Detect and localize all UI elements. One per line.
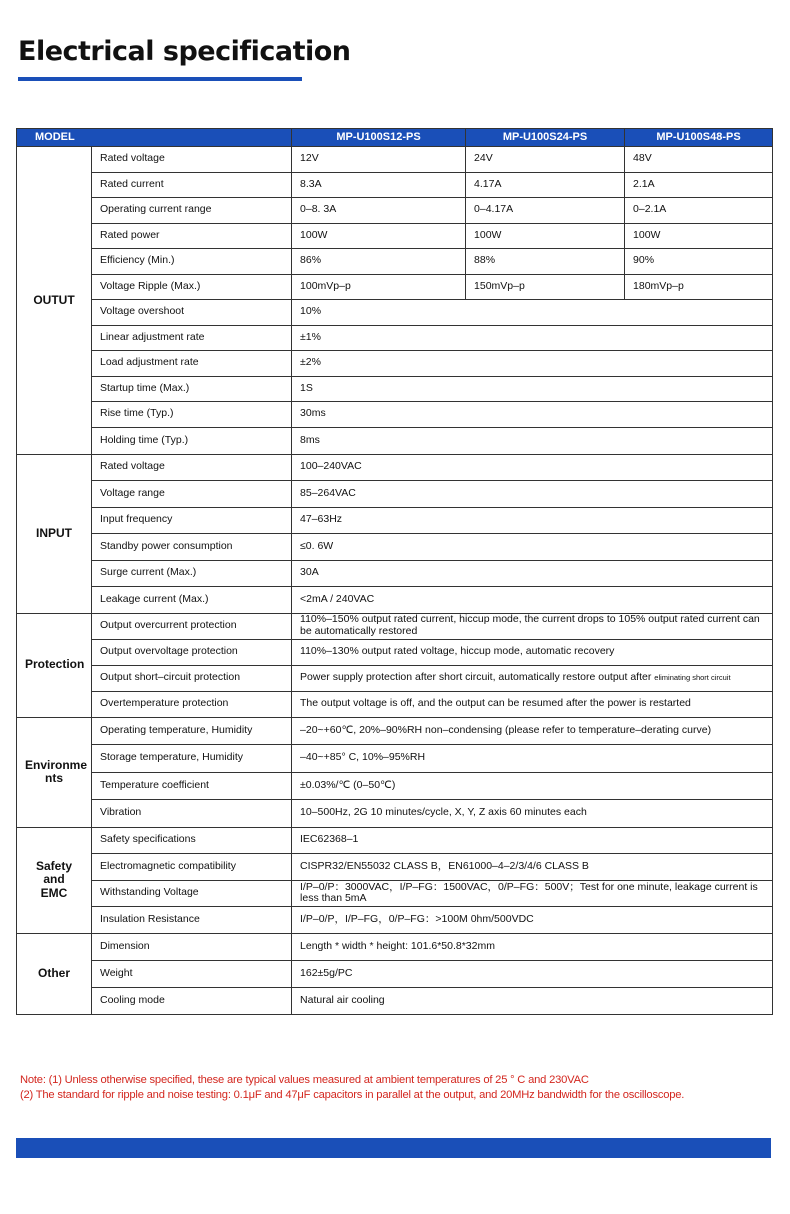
param-label: Output overcurrent protection bbox=[92, 613, 292, 639]
spec-value: ±1% bbox=[292, 325, 773, 351]
param-label: Input frequency bbox=[92, 507, 292, 534]
spec-value: 86% bbox=[292, 249, 466, 275]
param-label: Output overvoltage protection bbox=[92, 639, 292, 665]
param-label: Safety specifications bbox=[92, 827, 292, 854]
table-row bbox=[17, 827, 773, 854]
spec-value: 110%–150% output rated current, hiccup mode, the current drops to 105% output rated current can be automatically restored bbox=[292, 613, 773, 639]
table-row bbox=[17, 691, 773, 717]
spec-value: Length * width * height: 101.6*50.8*32mm bbox=[292, 933, 773, 960]
spec-value: 150mVp–p bbox=[466, 274, 625, 300]
param-label: Voltage overshoot bbox=[92, 300, 292, 326]
spec-value: 100W bbox=[466, 223, 625, 249]
spec-value: 1S bbox=[292, 376, 773, 402]
page-title: Electrical specification bbox=[18, 36, 351, 67]
param-label: Holding time (Typ.) bbox=[92, 427, 292, 454]
table-row bbox=[17, 987, 773, 1014]
spec-value: ±2% bbox=[292, 351, 773, 377]
param-label: Operating current range bbox=[92, 198, 292, 224]
group-label-protection: Protection bbox=[17, 613, 92, 717]
table-row bbox=[17, 274, 773, 300]
param-label: Rise time (Typ.) bbox=[92, 402, 292, 428]
spec-value: 30A bbox=[292, 560, 773, 587]
spec-value: 10% bbox=[292, 300, 773, 326]
param-label: Surge current (Max.) bbox=[92, 560, 292, 587]
spec-value-cell bbox=[292, 665, 773, 691]
spec-value: 88% bbox=[466, 249, 625, 275]
table-row bbox=[17, 880, 773, 907]
param-label: Temperature coefficient bbox=[92, 772, 292, 800]
table-row bbox=[17, 800, 773, 828]
spec-value: 8ms bbox=[292, 427, 773, 454]
table-row bbox=[17, 454, 773, 481]
table-row bbox=[17, 223, 773, 249]
spec-value: 0–4.17A bbox=[466, 198, 625, 224]
table-row bbox=[17, 745, 773, 773]
spec-value: 10–500Hz, 2G 10 minutes/cycle, X, Y, Z axis 60 minutes each bbox=[292, 800, 773, 828]
model-column-header: MP-U100S24-PS bbox=[466, 129, 625, 147]
param-label: Rated power bbox=[92, 223, 292, 249]
table-row bbox=[17, 960, 773, 987]
spec-value: 30ms bbox=[292, 402, 773, 428]
param-label: Load adjustment rate bbox=[92, 351, 292, 377]
spec-value: CISPR32/EN55032 CLASS B，EN61000–4–2/3/4/6 CLASS B bbox=[292, 854, 773, 881]
spec-value: 0–8. 3A bbox=[292, 198, 466, 224]
param-label: Withstanding Voltage bbox=[92, 880, 292, 907]
spec-table bbox=[16, 128, 773, 1015]
spec-value: I/P–0/P，I/P–FG，0/P–FG：>100M 0hm/500VDC bbox=[292, 907, 773, 934]
group-label-other: Other bbox=[17, 933, 92, 1014]
spec-value: 24V bbox=[466, 147, 625, 173]
spec-value: 4.17A bbox=[466, 172, 625, 198]
table-row bbox=[17, 507, 773, 534]
table-row bbox=[17, 376, 773, 402]
param-label: Storage temperature, Humidity bbox=[92, 745, 292, 773]
spec-value: <2mA / 240VAC bbox=[292, 587, 773, 614]
param-label: Weight bbox=[92, 960, 292, 987]
spec-value: 2.1A bbox=[625, 172, 773, 198]
footnote-line: Note: (1) Unless otherwise specified, these are typical values measured at ambient temperatures of 25 ° C and 230VAC bbox=[20, 1074, 589, 1086]
spec-value: 0–2.1A bbox=[625, 198, 773, 224]
spec-value: ≤0. 6W bbox=[292, 534, 773, 561]
param-label: Electromagnetic compatibility bbox=[92, 854, 292, 881]
title-underline bbox=[18, 77, 302, 81]
table-row bbox=[17, 325, 773, 351]
spec-value-small: eliminating short circuit bbox=[654, 673, 731, 683]
param-label: Rated voltage bbox=[92, 147, 292, 173]
group-label-line: EMC bbox=[40, 885, 68, 900]
spec-value: 90% bbox=[625, 249, 773, 275]
footnote-line: (2) The standard for ripple and noise testing: 0.1μF and 47μF capacitors in parallel at the output, and 20MHz bandwidth for the oscilloscope. bbox=[20, 1089, 685, 1101]
param-label: Voltage Ripple (Max.) bbox=[92, 274, 292, 300]
spec-value: 12V bbox=[292, 147, 466, 173]
param-label: Insulation Resistance bbox=[92, 907, 292, 934]
param-label: Cooling mode bbox=[92, 987, 292, 1014]
table-row bbox=[17, 772, 773, 800]
spec-value: 100W bbox=[292, 223, 466, 249]
spec-value: –20~+60℃, 20%–90%RH non–condensing (please refer to temperature–derating curve) bbox=[292, 717, 773, 745]
model-column-header: MP-U100S48-PS bbox=[625, 129, 773, 147]
model-column-header: MP-U100S12-PS bbox=[292, 129, 466, 147]
table-row bbox=[17, 854, 773, 881]
table-row bbox=[17, 534, 773, 561]
footnote bbox=[20, 1073, 780, 1103]
table-row bbox=[17, 481, 773, 508]
spec-value: 162±5g/PC bbox=[292, 960, 773, 987]
param-label: Linear adjustment rate bbox=[92, 325, 292, 351]
group-label-output: OUTUT bbox=[17, 147, 92, 455]
group-label-environments bbox=[17, 717, 92, 827]
spec-value: 100mVp–p bbox=[292, 274, 466, 300]
table-row bbox=[17, 933, 773, 960]
group-label-line: nts bbox=[45, 771, 63, 785]
param-label: Dimension bbox=[92, 933, 292, 960]
param-label: Standby power consumption bbox=[92, 534, 292, 561]
table-row bbox=[17, 249, 773, 275]
param-label: Leakage current (Max.) bbox=[92, 587, 292, 614]
table-row bbox=[17, 427, 773, 454]
param-label: Efficiency (Min.) bbox=[92, 249, 292, 275]
table-row bbox=[17, 402, 773, 428]
spec-value: 48V bbox=[625, 147, 773, 173]
table-row bbox=[17, 613, 773, 639]
table-row bbox=[17, 717, 773, 745]
table-row bbox=[17, 198, 773, 224]
spec-value: 180mVp–p bbox=[625, 274, 773, 300]
table-row bbox=[17, 172, 773, 198]
spec-value: 100W bbox=[625, 223, 773, 249]
table-row bbox=[17, 300, 773, 326]
table-row bbox=[17, 560, 773, 587]
group-label-input: INPUT bbox=[17, 454, 92, 613]
spec-value: 8.3A bbox=[292, 172, 466, 198]
param-label: Rated voltage bbox=[92, 454, 292, 481]
spec-value: 110%–130% output rated voltage, hiccup mode, automatic recovery bbox=[292, 639, 773, 665]
spec-value: I/P–0/P：3000VAC，I/P–FG：1500VAC，0/P–FG：500V；Test for one minute, leakage current is less than 5mA bbox=[292, 880, 773, 907]
table-row bbox=[17, 147, 773, 173]
table-row bbox=[17, 587, 773, 614]
table-row bbox=[17, 351, 773, 377]
spec-value: 100–240VAC bbox=[292, 454, 773, 481]
spec-value: –40~+85° C, 10%–95%RH bbox=[292, 745, 773, 773]
group-label-line: and bbox=[43, 872, 65, 887]
param-label: Overtemperature protection bbox=[92, 691, 292, 717]
spec-value: ±0.03%/℃ (0–50℃) bbox=[292, 772, 773, 800]
model-header: MODEL bbox=[17, 129, 292, 147]
table-row bbox=[17, 907, 773, 934]
table-row bbox=[17, 665, 773, 691]
spec-value: The output voltage is off, and the output can be resumed after the power is restarted bbox=[292, 691, 773, 717]
table-row bbox=[17, 639, 773, 665]
footer-bar bbox=[16, 1138, 771, 1158]
param-label: Operating temperature, Humidity bbox=[92, 717, 292, 745]
spec-value: Natural air cooling bbox=[292, 987, 773, 1014]
group-label-line: Environme bbox=[25, 757, 88, 772]
param-label: Voltage range bbox=[92, 481, 292, 508]
spec-value: 85–264VAC bbox=[292, 481, 773, 508]
spec-value: 47–63Hz bbox=[292, 507, 773, 534]
param-label: Rated current bbox=[92, 172, 292, 198]
param-label: Output short–circuit protection bbox=[92, 665, 292, 691]
group-label-line: Safety bbox=[35, 859, 73, 874]
group-label-safety-emc bbox=[17, 827, 92, 933]
table-header-row bbox=[17, 129, 773, 147]
param-label: Startup time (Max.) bbox=[92, 376, 292, 402]
spec-value: Power supply protection after short circuit, automatically restore output after bbox=[300, 671, 652, 684]
spec-value: IEC62368–1 bbox=[292, 827, 773, 854]
param-label: Vibration bbox=[92, 800, 292, 828]
